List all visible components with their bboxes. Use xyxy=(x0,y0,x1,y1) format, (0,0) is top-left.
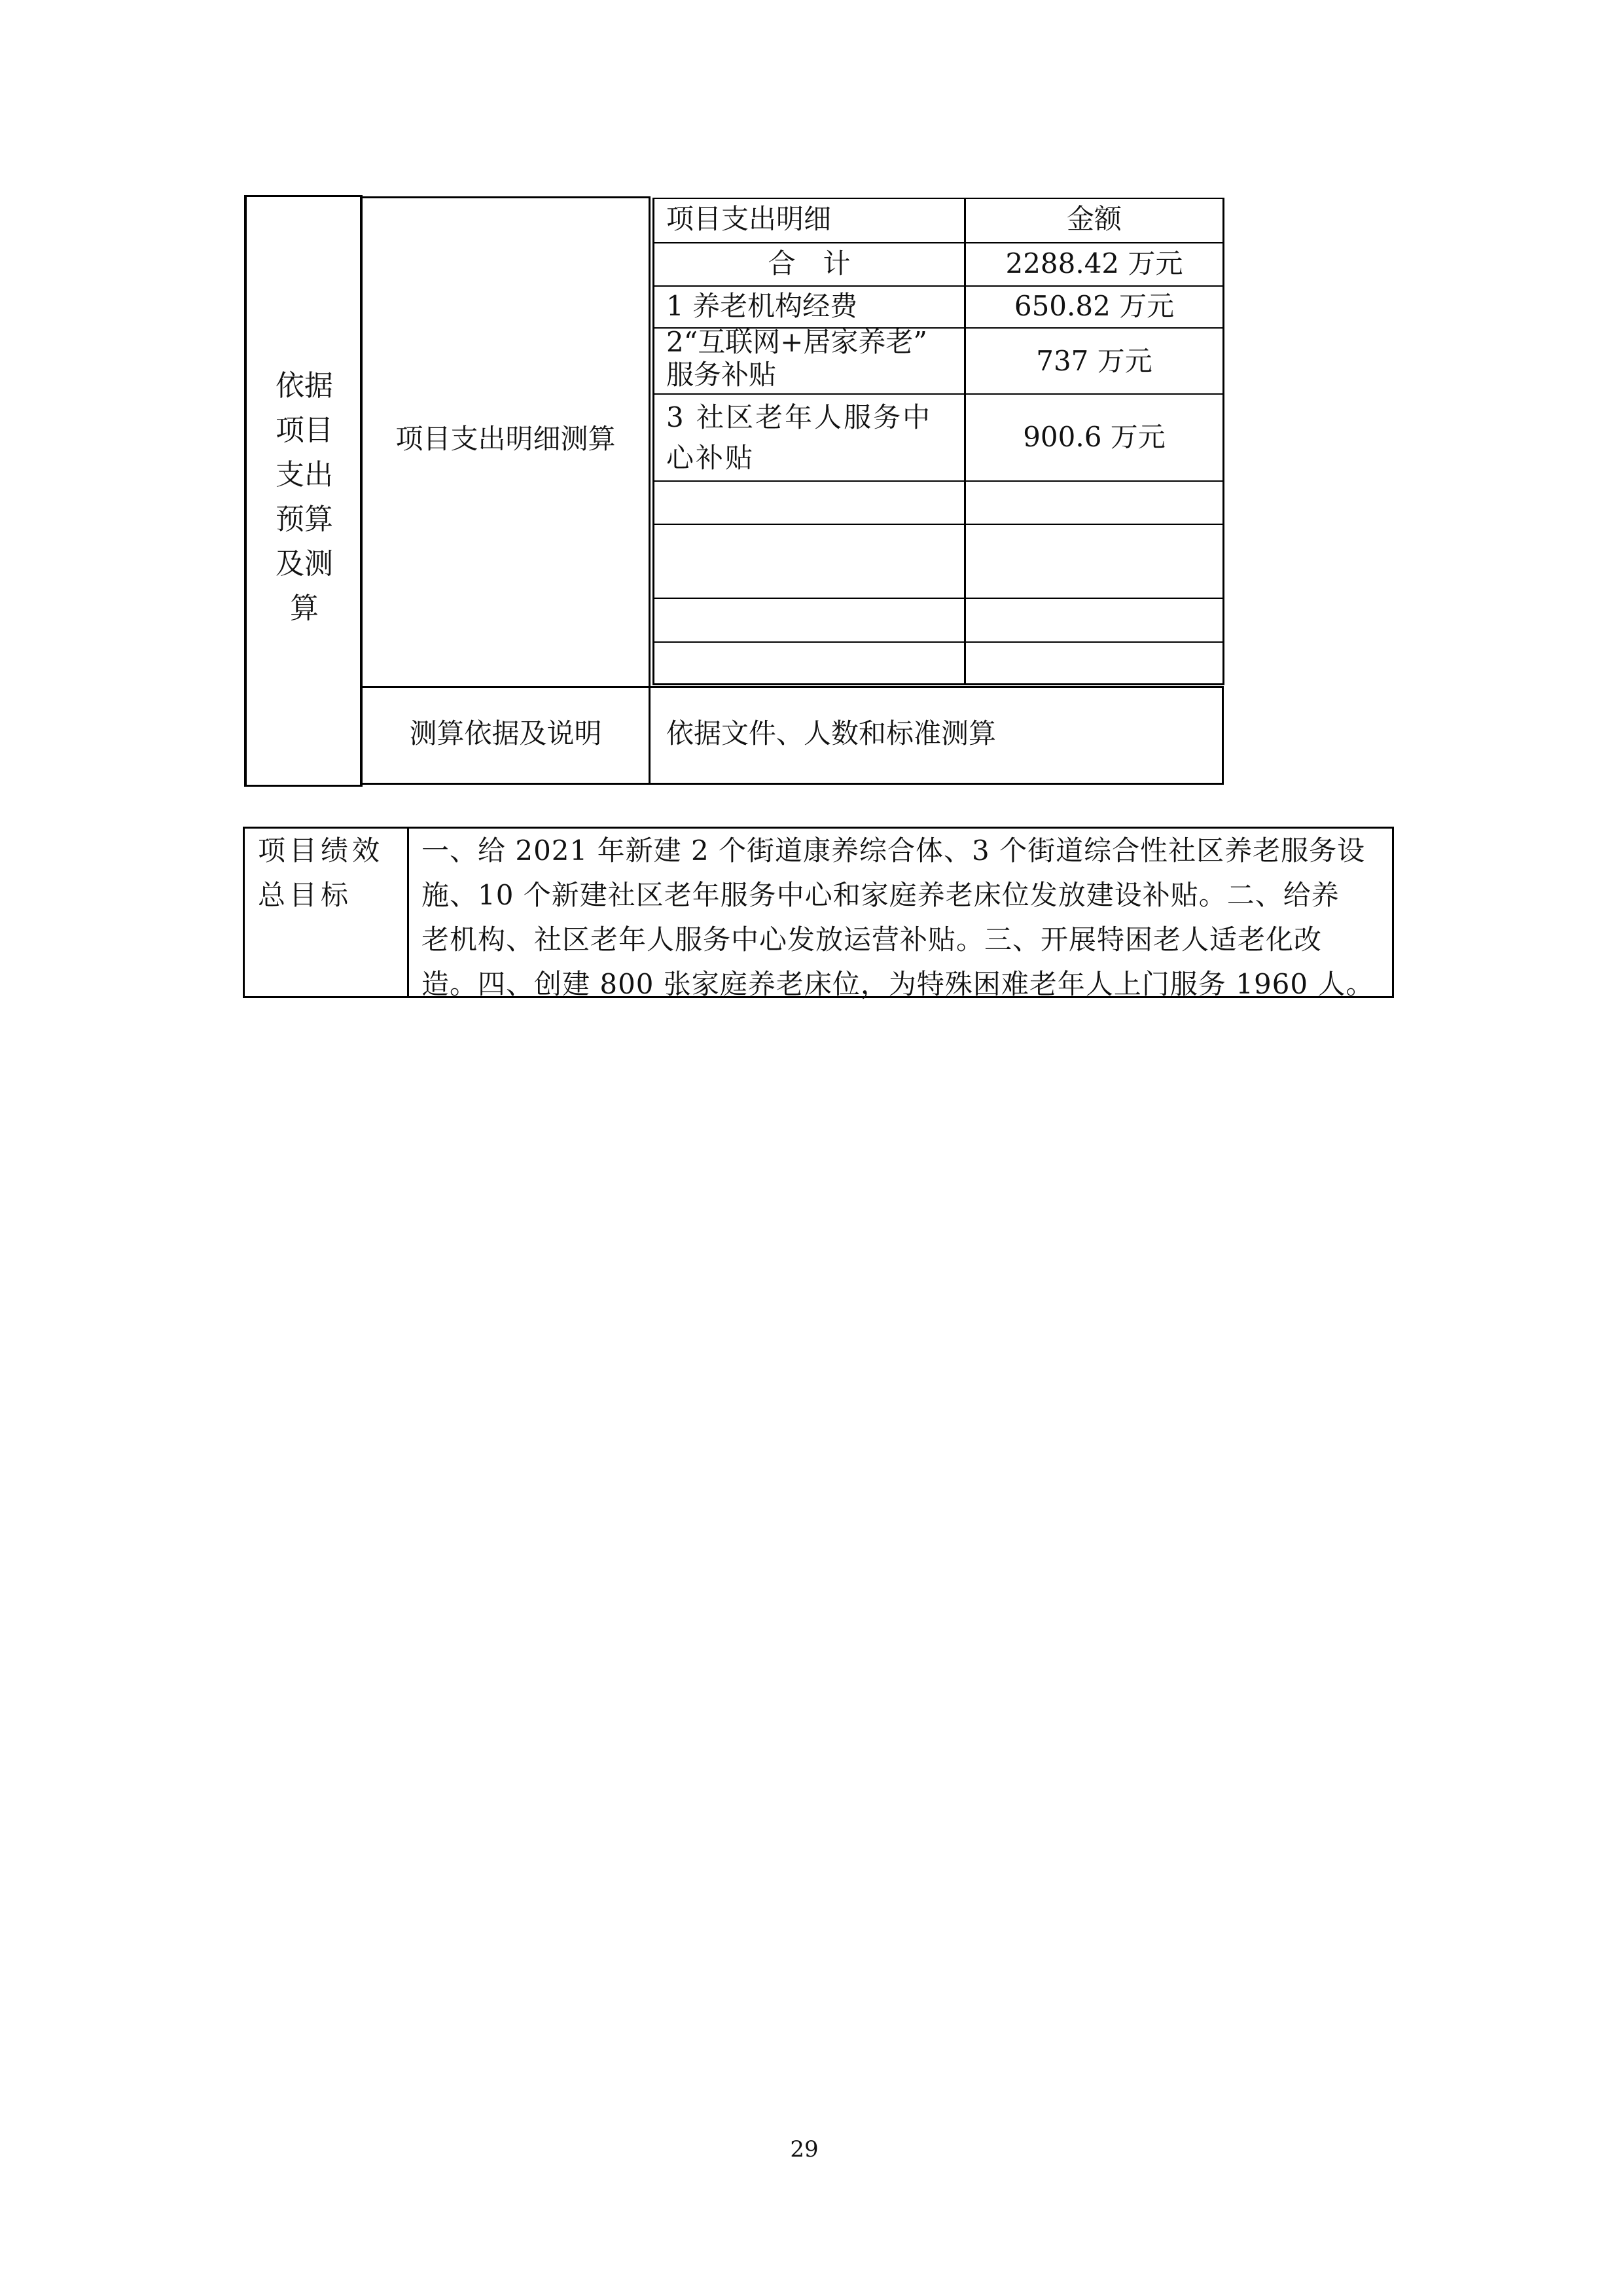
table-border xyxy=(652,683,1224,685)
table-border xyxy=(649,196,651,784)
table-row-detail: 3 社区老年人服务中 心补贴 xyxy=(666,401,933,474)
table-row-detail: 1 养老机构经费 xyxy=(666,290,858,322)
table-border xyxy=(652,598,1224,599)
table-border xyxy=(652,524,1224,525)
table-border xyxy=(652,285,1224,287)
table-border xyxy=(363,196,651,198)
calculation-basis-text: 依据文件、人数和标准测算 xyxy=(666,717,997,749)
table-row-amount: 650.82 万元 xyxy=(1014,290,1175,322)
detail-header: 项目支出明细 xyxy=(666,203,832,235)
calculation-basis-label: 测算依据及说明 xyxy=(409,717,602,749)
table-row-amount: 2288.42 万元 xyxy=(1005,247,1183,279)
table-border xyxy=(652,641,1224,643)
table-border xyxy=(244,195,362,197)
table-border xyxy=(1222,198,1224,685)
table-border xyxy=(652,242,1224,243)
goal-label: 项目绩效 总目标 xyxy=(258,834,384,911)
table-border xyxy=(244,785,362,787)
table-border xyxy=(652,480,1224,482)
table-border xyxy=(1392,827,1394,998)
budget-section-label: 依据 项目 支出 预算 及测 算 xyxy=(276,369,333,625)
table-border xyxy=(363,686,1224,688)
amount-header: 金额 xyxy=(1066,203,1122,235)
table-border xyxy=(652,393,1224,395)
table-row-detail: 合 计 xyxy=(768,247,851,279)
page-number: 29 xyxy=(790,2136,819,2162)
table-border xyxy=(652,198,1224,199)
table-border xyxy=(407,827,409,998)
table-border xyxy=(363,783,1224,785)
table-row-amount: 737 万元 xyxy=(1036,345,1152,377)
table-border xyxy=(1222,686,1224,784)
detail-calculation-label: 项目支出明细测算 xyxy=(395,423,616,455)
table-border xyxy=(243,827,245,998)
table-row-amount: 900.6 万元 xyxy=(1023,421,1166,453)
goal-text: 一、给 2021 年新建 2 个街道康养综合体、3 个街道综合性社区养老服务设 施、10 个新建社区老年服务中心和家庭养老床位发放建设补贴。二、给养 老机构、社区老年人服务中心发放运营补贴。三、开展特困老人适老化改 造。四、创建 800 张家庭养老床位，为特殊困难老年人上门服务 1960 人。 xyxy=(421,834,1374,1000)
table-row-detail: 2“互联网+居家养老” 服务补贴 xyxy=(666,326,927,391)
